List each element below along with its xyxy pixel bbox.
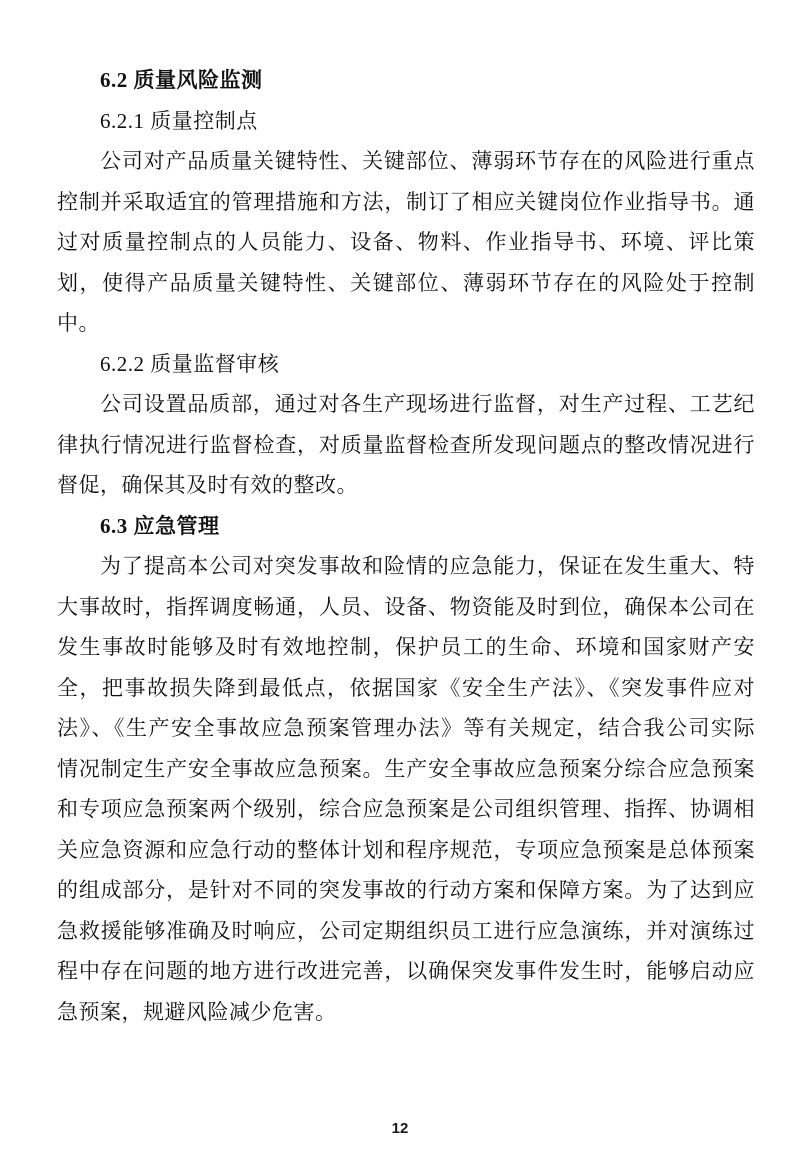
paragraph-line: 法》、《生产安全事故应急预案管理办法》等有关规定，结合我公司实际 — [57, 716, 755, 740]
paragraph-line: 大事故时，指挥调度畅通，人员、设备、物资能及时到位，确保本公司在 — [57, 594, 755, 619]
page-number: 12 — [391, 1120, 409, 1137]
paragraph-line: 程中存在问题的地方进行改进完善，以确保突发事件发生时，能够启动应 — [57, 959, 755, 983]
paragraph-line: 划，使得产品质量关键特性、关键部位、薄弱环节存在的风险处于控制 — [57, 270, 755, 295]
paragraph-line: 的组成部分，是针对不同的突发事故的行动方案和保障方案。为了达到应 — [57, 878, 755, 902]
paragraph-emergency — [57, 546, 755, 1032]
paragraph-supervision — [57, 384, 755, 506]
paragraph-line: 全，把事故损失降到最低点，依据国家《安全生产法》、《突发事件应对 — [57, 675, 755, 700]
paragraph-line: 公司对产品质量关键特性、关键部位、薄弱环节存在的风险进行重点 — [100, 149, 755, 173]
paragraph-line: 公司设置品质部，通过对各生产现场进行监督，对生产过程、工艺纪 — [100, 392, 755, 416]
paragraph-line: 律执行情况进行监督检查，对质量监督检查所发现问题点的整改情况进行 — [57, 432, 755, 457]
paragraph-line: 关应急资源和应急行动的整体计划和程序规范，专项应急预案是总体预案 — [57, 837, 755, 862]
paragraph-line: 为了提高本公司对突发事故和险情的应急能力，保证在发生重大、特 — [100, 554, 755, 578]
document-content — [57, 60, 755, 1032]
paragraph-line: 督促，确保其及时有效的整改。 — [57, 473, 358, 497]
paragraph-quality-control — [57, 141, 755, 344]
heading-6-2-1: 6.2.1 质量控制点 — [100, 108, 258, 133]
heading-6-2: 6.2 质量风险监测 — [100, 68, 263, 92]
paragraph-line: 急预案，规避风险减少危害。 — [57, 999, 337, 1024]
heading-6-2-2: 6.2.2 质量监督审核 — [100, 351, 280, 376]
paragraph-line: 中。 — [57, 311, 100, 335]
paragraph-line: 和专项应急预案两个级别，综合应急预案是公司组织管理、指挥、协调相 — [57, 797, 755, 821]
paragraph-line: 急救援能够准确及时响应，公司定期组织员工进行应急演练，并对演练过 — [57, 918, 755, 943]
paragraph-line: 过对质量控制点的人员能力、设备、物料、作业指导书、环境、评比策 — [57, 230, 755, 254]
paragraph-line: 发生事故时能够及时有效地控制，保护员工的生命、环境和国家财产安 — [57, 635, 755, 659]
paragraph-line: 情况制定生产安全事故应急预案。生产安全事故应急预案分综合应急预案 — [57, 756, 755, 781]
paragraph-line: 控制并采取适宜的管理措施和方法，制订了相应关键岗位作业指导书。通 — [57, 189, 755, 214]
heading-6-3: 6.3 应急管理 — [100, 513, 220, 538]
